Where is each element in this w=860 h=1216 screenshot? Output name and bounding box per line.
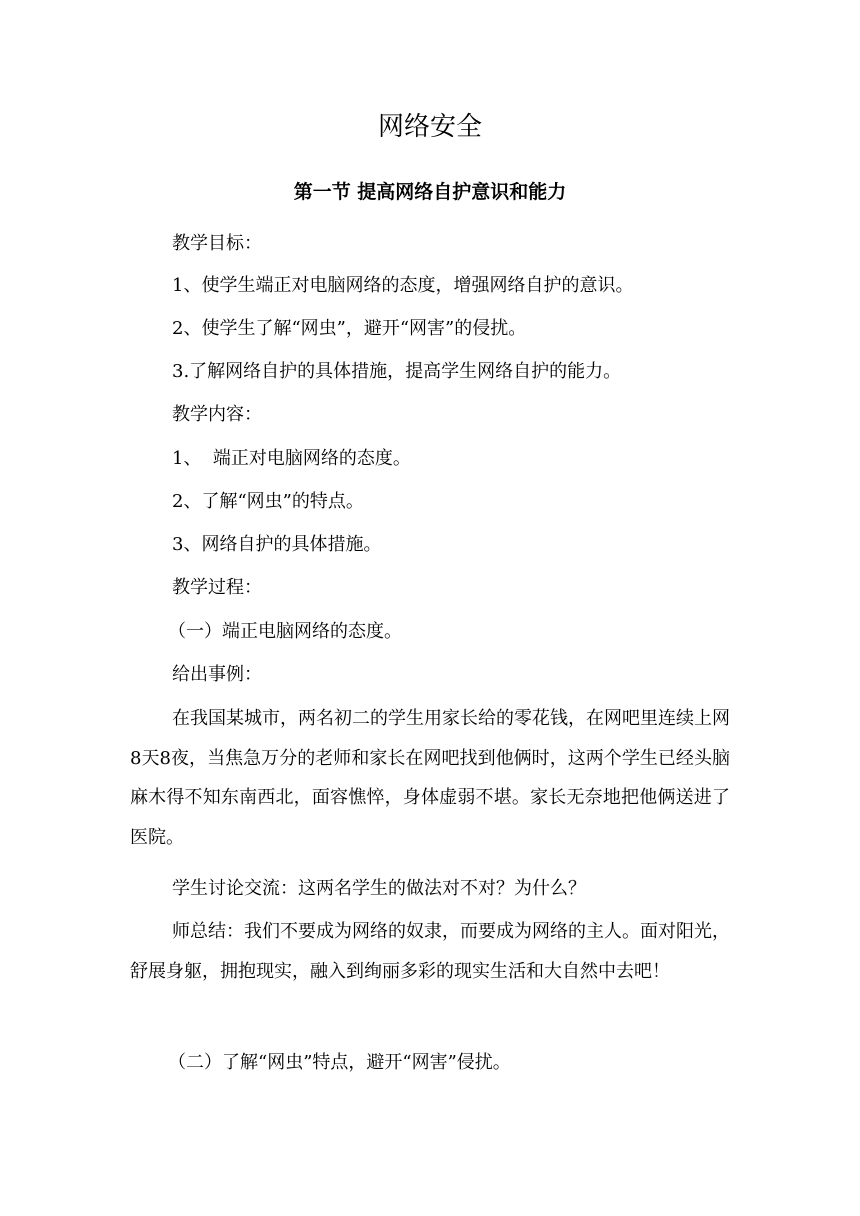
part2-heading: （二）了解“网虫”特点，避开“网害”侵扰。 <box>168 1052 511 1073</box>
section-title: 第一节 提高网络自护意识和能力 <box>293 181 567 203</box>
goal-item-1: 1、使学生端正对电脑网络的态度，增强网络自护的意识。 <box>172 275 634 296</box>
goal-item-3: 3.了解网络自护的具体措施，提高学生网络自护的能力。 <box>172 361 622 382</box>
process-heading: 教学过程： <box>172 577 262 598</box>
discussion-text: 学生讨论交流：这两名学生的做法对不对？为什么？ <box>172 878 586 899</box>
content-item-2: 2、了解“网虫”的特点。 <box>172 491 364 512</box>
goal-item-2: 2、使学生了解“网虫”，避开“网害”的侵扰。 <box>172 318 527 339</box>
page-title: 网络安全 <box>377 112 482 142</box>
example-heading: 给出事例： <box>172 664 262 685</box>
example-paragraph: 在我国某城市，两名初二的学生用家长给的零花钱，在网吧里连续上网8天8夜，当焦急万分的老师和家长在网吧找到他俩时，这两个学生已经头脑麻木得不知东南西北，面容憔悴，身体虚弱不堪。家长无奈地把他俩送进了医院。 <box>130 708 730 848</box>
content-item-3: 3、网络自护的具体措施。 <box>172 534 382 555</box>
content-heading: 教学内容： <box>172 404 262 425</box>
content-item-1: 1、 端正对电脑网络的态度。 <box>172 448 411 469</box>
goals-heading: 教学目标： <box>172 233 262 254</box>
part1-heading: （一）端正电脑网络的态度。 <box>168 621 402 642</box>
summary-paragraph: 师总结：我们不要成为网络的奴隶，而要成为网络的主人。面对阳光，舒展身躯，拥抱现实，融入到绚丽多彩的现实生活和大自然中去吧！ <box>130 921 730 982</box>
